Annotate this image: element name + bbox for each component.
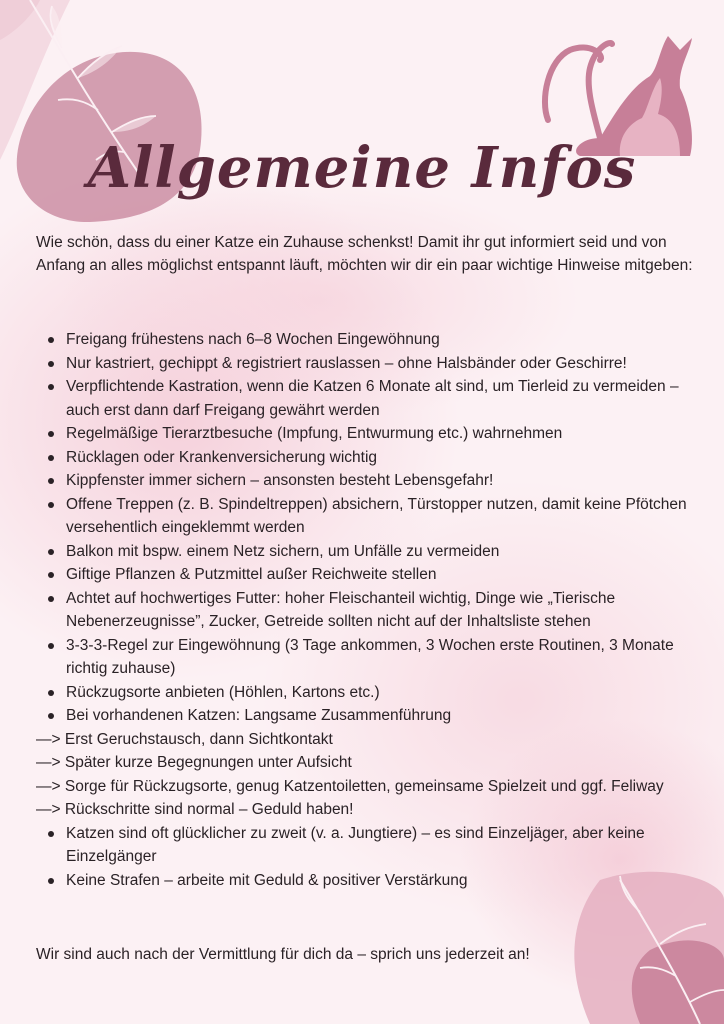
bullet-icon bbox=[48, 878, 54, 884]
info-list bbox=[36, 328, 696, 892]
bullet-icon bbox=[48, 596, 54, 602]
list-item: Balkon mit bspw. einem Netz sichern, um Unfälle zu vermeiden bbox=[36, 540, 696, 564]
arrow-line: —> Sorge für Rückzugsorte, genug Katzentoiletten, gemeinsame Spielzeit und ggf. Feliway bbox=[36, 777, 664, 795]
closing-paragraph: Wir sind auch nach der Vermittlung für dich da – sprich uns jederzeit an! bbox=[36, 946, 530, 963]
list-item: Freigang frühestens nach 6–8 Wochen Eingewöhnung bbox=[36, 328, 696, 352]
list-item: Kippfenster immer sichern – ansonsten besteht Lebensgefahr! bbox=[36, 469, 696, 493]
bullet-icon bbox=[48, 384, 54, 390]
list-item: Rückzugsorte anbieten (Höhlen, Kartons etc.) bbox=[36, 681, 696, 705]
bullet-icon bbox=[48, 337, 54, 343]
arrow-line: —> Rückschritte sind normal – Geduld haben! bbox=[36, 801, 354, 818]
intro-paragraph: Wie schön, dass du einer Katze ein Zuhause schenkst! Damit ihr gut informiert seid und von Anfang an alles möglichst entspannt läuft, möchten wir dir ein paar wichtige Hinweise mitgeben: bbox=[36, 234, 693, 274]
bullet-icon bbox=[48, 431, 54, 437]
bullet-icon bbox=[48, 713, 54, 719]
list-item: Nur kastriert, gechippt & registriert rauslassen – ohne Halsbänder oder Geschirre! bbox=[36, 352, 696, 376]
arrow-line: —> Später kurze Begegnungen unter Aufsicht bbox=[36, 754, 352, 771]
list-item: 3-3-3-Regel zur Eingewöhnung (3 Tage ankommen, 3 Wochen erste Routinen, 3 Monate richtig zuhause) bbox=[36, 634, 696, 681]
bullet-icon bbox=[48, 478, 54, 484]
list-item: Regelmäßige Tierarztbesuche (Impfung, Entwurmung etc.) wahrnehmen bbox=[36, 422, 696, 446]
list-item: Offene Treppen (z. B. Spindeltreppen) absichern, Türstopper nutzen, damit keine Pfötchen versehentlich eingeklemmt werden bbox=[36, 493, 696, 540]
list-item: Achtet auf hochwertiges Futter: hoher Fleischanteil wichtig, Dinge wie „Tierische Nebenerzeugnisse”, Zucker, Getreide sollten nicht auf der Inhaltsliste stehen bbox=[36, 587, 696, 634]
bullet-icon bbox=[48, 502, 54, 508]
bullet-icon bbox=[48, 549, 54, 555]
bullet-icon bbox=[48, 643, 54, 649]
arrow-line: —> Erst Geruchstausch, dann Sichtkontakt bbox=[36, 730, 333, 748]
bullet-icon bbox=[48, 361, 54, 367]
list-item: Bei vorhandenen Katzen: Langsame Zusammenführung bbox=[36, 704, 696, 728]
page-title: Allgemeine Infos bbox=[87, 135, 637, 201]
list-item: Rücklagen oder Krankenversicherung wichtig bbox=[36, 446, 696, 470]
list-item: Verpflichtende Kastration, wenn die Katzen 6 Monate alt sind, um Tierleid zu vermeiden – auch erst dann darf Freigang gewährt werden bbox=[36, 375, 696, 422]
list-item: Keine Strafen – arbeite mit Geduld & positiver Verstärkung bbox=[36, 869, 696, 893]
bullet-icon bbox=[48, 455, 54, 461]
list-item: Giftige Pflanzen & Putzmittel außer Reichweite stellen bbox=[36, 563, 696, 587]
bullet-icon bbox=[48, 831, 54, 837]
bullet-icon bbox=[48, 572, 54, 578]
bullet-icon bbox=[48, 690, 54, 696]
list-item: Katzen sind oft glücklicher zu zweit (v. a. Jungtiere) – es sind Einzeljäger, aber keine Einzelgänger bbox=[36, 822, 696, 869]
